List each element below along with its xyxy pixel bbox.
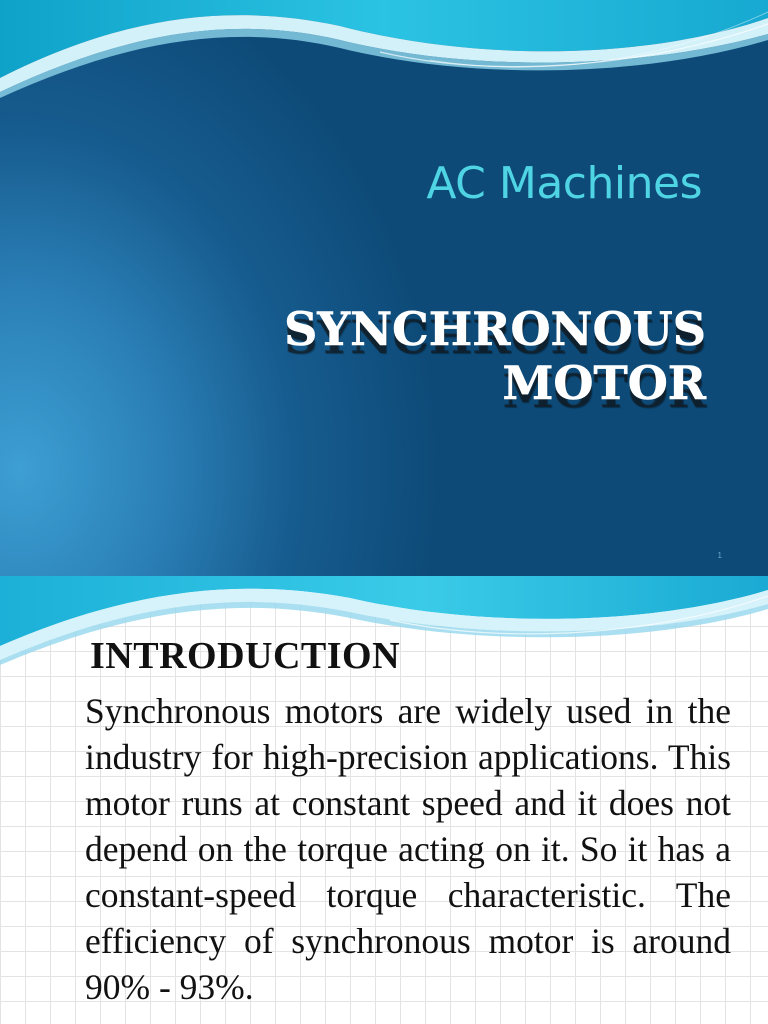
intro-paragraph: Synchronous motors are widely used in the industry for high-precision applications. This motor runs at constant speed and it does not depend on the torque acting on it. So it has a constant-speed torque characteristic. The efficiency of synchronous motor is around 90% - 93%.: [85, 691, 731, 1007]
slide-subtitle: SYNCHRONOUS MOTOR: [284, 302, 706, 410]
slide-number: 1: [717, 551, 722, 560]
slide-title: AC Machines: [426, 158, 702, 209]
section-heading: INTRODUCTION: [90, 635, 401, 677]
introduction-slide: [0, 576, 768, 1024]
wave-decoration-top: [0, 0, 768, 110]
